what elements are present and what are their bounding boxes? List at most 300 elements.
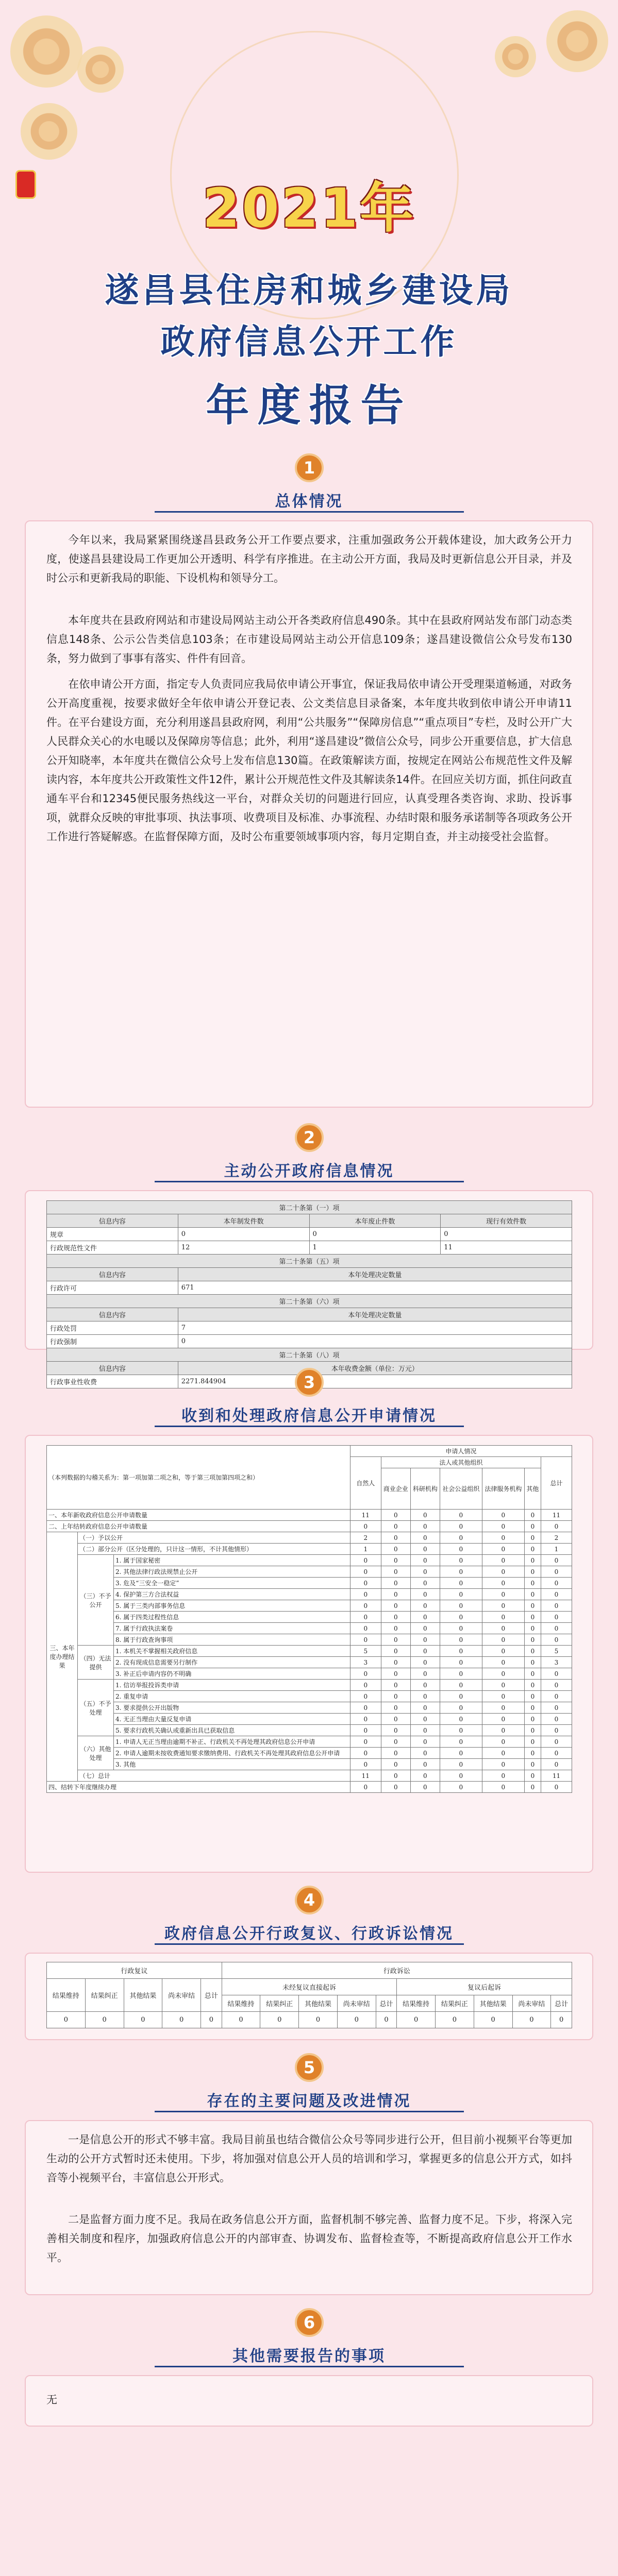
table-header-cell: 信息内容 xyxy=(47,1268,178,1281)
table-header-cell: 复议后起诉 xyxy=(397,1979,572,1995)
table-cell: 0 xyxy=(381,1634,410,1646)
table-cell: 0 xyxy=(410,1589,440,1600)
table-cell: 0 xyxy=(410,1657,440,1668)
table-cell: 0 xyxy=(524,1646,541,1657)
table-header-cell: 本年处理决定数量 xyxy=(178,1268,572,1281)
table-cell: 0 xyxy=(541,1736,572,1748)
table-cell: 0 xyxy=(201,2012,222,2028)
table-cell: 0 xyxy=(350,1714,381,1725)
table-cell: 行政处罚 xyxy=(47,1321,178,1335)
table-cell: 0 xyxy=(410,1691,440,1702)
table-cell: 0 xyxy=(524,1736,541,1748)
table-header-cell: 总计 xyxy=(376,1995,397,2012)
table-header-cell: 尚未审结 xyxy=(512,1995,551,2012)
table-cell: 0 xyxy=(410,1566,440,1578)
table-row xyxy=(47,1612,572,1623)
table-cell: 0 xyxy=(482,1555,524,1566)
table-cell: 0 xyxy=(440,1612,482,1623)
table-cell: 11 xyxy=(541,1770,572,1782)
table-cell: 0 xyxy=(350,1612,381,1623)
section-5-number: 5 xyxy=(295,2053,324,2082)
table-cell: 0 xyxy=(410,1714,440,1725)
active-disclosure-table xyxy=(46,1200,572,1388)
table-cell: 0 xyxy=(410,1668,440,1680)
table-cell: 1. 属于国家秘密 xyxy=(114,1555,350,1566)
table-cell: 行政许可 xyxy=(47,1281,178,1295)
table-cell: 0 xyxy=(524,1691,541,1702)
table-cell: 0 xyxy=(440,1634,482,1646)
table-cell: 671 xyxy=(178,1281,572,1295)
section-1-paragraph-3: 在依申请公开方面，指定专人负责同应我局依申请公开事宜，保证我局依申请公开受理渠道畅通，对政务公开高度重视，按要求做好全年依申请公开登记表、公文类信息目录备案，本年度共收到依申请公开申请11件。在平台建设方面，充分利用遂昌县政府网，利用“公共服务”“保障房信息”“重点项目”专栏，及时公开广大人民群众关心的水电暖以及保障房等信息；此外，利用“遂昌建设”微信公众号，同步公开重要信息，扩大信息公开知晓率，本年度共在微信公众号上发布信息130篇。在政策解读方面，按规定在网站公布规范性文件及解读内容，本年度共公开政策性文件12件，累计公开规范性文件及其解读条14件。在回应关切方面，抓住问政直通车平台和12345便民服务热线这一平台，对群众关切的问题进行回应，认真受理各类咨询、求助、投诉事项，就群众反映的审批事项、执法事项、收费项目及标准、办事流程、办结时限和服务承诺制等各项政务公开工作进行答疑解惑。在监督保障方面，及时公布重要领域事项内容，每月定期自查，并主动接受社会监督。 xyxy=(46,678,572,843)
table-cell: 0 xyxy=(524,1634,541,1646)
table-row xyxy=(47,1510,572,1521)
table-cell: 0 xyxy=(482,1532,524,1544)
table-cell: 0 xyxy=(381,1725,410,1736)
table-row xyxy=(47,1691,572,1702)
table-header-cell: 总计 xyxy=(551,1995,572,2012)
table-row xyxy=(47,1634,572,1646)
table-cell: 0 xyxy=(350,1668,381,1680)
table-cell: 12 xyxy=(178,1241,309,1255)
table-cell: 0 xyxy=(350,1759,381,1770)
table-cell: 0 xyxy=(482,1521,524,1532)
table-cell: 0 xyxy=(178,1335,572,1348)
table-cell: 行政事业性收费 xyxy=(47,1375,178,1388)
table-cell: 0 xyxy=(350,1566,381,1578)
table-cell: 1. 本机关不掌握相关政府信息 xyxy=(114,1646,350,1657)
header xyxy=(0,0,618,443)
table-cell: 2271.844904 xyxy=(178,1375,572,1388)
table-cell: 0 xyxy=(381,1736,410,1748)
table-header-cell: 其他 xyxy=(524,1468,541,1510)
table-cell: 0 xyxy=(410,1770,440,1782)
table-cell: 0 xyxy=(381,1510,410,1521)
table-row xyxy=(47,1702,572,1714)
table-cell: 0 xyxy=(381,1657,410,1668)
table-row xyxy=(47,1321,572,1335)
table-cell: 7 xyxy=(178,1321,572,1335)
table-cell: 0 xyxy=(376,2012,397,2028)
table-cell: 0 xyxy=(337,2012,376,2028)
table-row xyxy=(47,1241,572,1255)
table-header-cell: 本年制发件数 xyxy=(178,1214,309,1228)
table-cell: 0 xyxy=(410,1555,440,1566)
table-cell: 0 xyxy=(541,1748,572,1759)
table-cell: 0 xyxy=(381,1555,410,1566)
table-cell: 行政强制 xyxy=(47,1335,178,1348)
table-cell: 0 xyxy=(541,1555,572,1566)
table-cell: 11 xyxy=(541,1510,572,1521)
section-1-paragraph-1: 今年以来，我局紧紧围绕遂昌县政务公开工作要点要求，注重加强政务公开载体建设，加大政务公开力度，使遂昌县建设局工作更加公开透明、科学有序推进。在主动公开方面，我局及时更新信息公开目录，并及时公示和更新我局的职能、下设机构和领导分工。 xyxy=(46,534,572,584)
table-cell: 0 xyxy=(350,1702,381,1714)
table-header-cell: 科研机构 xyxy=(410,1468,440,1510)
table-cell: 0 xyxy=(440,1532,482,1544)
table-cell: 0 xyxy=(410,1521,440,1532)
table-cell: 3 xyxy=(350,1657,381,1668)
table-cell: 5. 要求行政机关确认或重新出具已获取信息 xyxy=(114,1725,350,1736)
table-cell: 2 xyxy=(350,1532,381,1544)
blossom-decoration xyxy=(21,103,77,160)
table-cell: 0 xyxy=(350,1634,381,1646)
table-cell: 0 xyxy=(350,1680,381,1691)
table-header-cell: 未经复议直接起诉 xyxy=(222,1979,397,1995)
table-cell: 0 xyxy=(524,1748,541,1759)
table-cell: 4. 保护第三方合法权益 xyxy=(114,1589,350,1600)
table-cell: 6. 属于四类过程性信息 xyxy=(114,1612,350,1623)
table-cell: 0 xyxy=(309,1228,441,1241)
table-cell: （七）总计 xyxy=(78,1770,350,1782)
table-cell: 0 xyxy=(524,1759,541,1770)
section-4-number: 4 xyxy=(295,1886,324,1914)
table-cell: 0 xyxy=(410,1646,440,1657)
table-cell: 0 xyxy=(541,1612,572,1623)
section-4-title: 政府信息公开行政复议、行政诉讼情况 xyxy=(164,1925,454,1943)
table-cell: 0 xyxy=(482,1782,524,1793)
section-6-number: 6 xyxy=(295,2308,324,2337)
table-row xyxy=(47,1657,572,1668)
table-cell: 0 xyxy=(482,1600,524,1612)
table-cell: 3. 补正后申请内容仍不明确 xyxy=(114,1668,350,1680)
table-cell: 0 xyxy=(440,1544,482,1555)
table-cell: 4. 无正当理由大量反复申请 xyxy=(114,1714,350,1725)
table-cell: 0 xyxy=(524,1623,541,1634)
table-row xyxy=(47,1748,572,1759)
table-cell: 0 xyxy=(541,1668,572,1680)
table-cell: 0 xyxy=(440,1725,482,1736)
table-cell: 0 xyxy=(410,1680,440,1691)
table-header-cell: 结果纠正 xyxy=(260,1995,299,2012)
table-cell: 三、本年度办理结果 xyxy=(47,1532,78,1782)
section-3-divider xyxy=(155,1426,464,1427)
table-cell: 0 xyxy=(440,1555,482,1566)
table-cell: 0 xyxy=(541,1578,572,1589)
blossom-decoration xyxy=(77,46,124,93)
table-cell: 0 xyxy=(381,1532,410,1544)
table-row xyxy=(47,2012,572,2028)
table-header-cell: 尚未审结 xyxy=(162,1979,201,2012)
table-cell: 1 xyxy=(350,1544,381,1555)
table-cell: 0 xyxy=(482,1578,524,1589)
application-table xyxy=(46,1445,572,1793)
table-cell: 0 xyxy=(482,1612,524,1623)
table-cell: 0 xyxy=(440,1748,482,1759)
table-cell: （五）不予处理 xyxy=(78,1680,114,1736)
table-cell: 0 xyxy=(482,1725,524,1736)
table-cell: 0 xyxy=(381,1612,410,1623)
table-cell: 0 xyxy=(524,1589,541,1600)
table-row xyxy=(47,1544,572,1555)
table-cell: 0 xyxy=(440,1646,482,1657)
table-cell: 3. 其他 xyxy=(114,1759,350,1770)
table-header-cell: 自然人 xyxy=(350,1457,381,1510)
table-row xyxy=(47,1578,572,1589)
table-cell: 0 xyxy=(381,1691,410,1702)
table-cell: 0 xyxy=(482,1702,524,1714)
table-cell: 0 xyxy=(381,1668,410,1680)
table-cell: 0 xyxy=(410,1612,440,1623)
table-header-cell: 商业企业 xyxy=(381,1468,410,1510)
table-cell: 0 xyxy=(441,1228,572,1241)
table-header-cell: 结果维持 xyxy=(397,1995,436,2012)
table-header-cell: 结果纠正 xyxy=(436,1995,474,2012)
table-row xyxy=(47,1623,572,1634)
table-cell: 0 xyxy=(440,1691,482,1702)
table-row xyxy=(47,1668,572,1680)
table-cell: 3. 危及“三安全一稳定” xyxy=(114,1578,350,1589)
table-cell: 0 xyxy=(440,1668,482,1680)
table-cell: 0 xyxy=(440,1521,482,1532)
table-cell: 0 xyxy=(381,1566,410,1578)
table-row xyxy=(47,1770,572,1782)
table-cell: 0 xyxy=(381,1748,410,1759)
table-cell: 0 xyxy=(410,1782,440,1793)
table-cell: 0 xyxy=(410,1702,440,1714)
table-cell: 0 xyxy=(381,1770,410,1782)
table-cell: 0 xyxy=(512,2012,551,2028)
table-cell: 0 xyxy=(440,1510,482,1521)
table-cell: 0 xyxy=(381,1544,410,1555)
table-cell: 0 xyxy=(350,1578,381,1589)
table-cell: 0 xyxy=(410,1510,440,1521)
table-cell: 0 xyxy=(482,1646,524,1657)
table-cell: 0 xyxy=(524,1555,541,1566)
table-row xyxy=(47,1335,572,1348)
table-cell: 0 xyxy=(381,1714,410,1725)
section-1-number: 1 xyxy=(295,453,324,482)
section-6-divider xyxy=(155,2366,464,2367)
table-row xyxy=(47,1680,572,1691)
table-section-header: 第二十条第（八）项 xyxy=(47,1348,572,1362)
section-1-divider xyxy=(155,511,464,513)
table-cell: 0 xyxy=(350,1725,381,1736)
table-row xyxy=(47,1589,572,1600)
table-cell: 0 xyxy=(381,1759,410,1770)
table-cell: 0 xyxy=(350,1623,381,1634)
section-2-title: 主动公开政府信息情况 xyxy=(224,1162,394,1180)
table-header-cell: 现行有效件数 xyxy=(441,1214,572,1228)
table-cell: 0 xyxy=(524,1532,541,1544)
table-header-cell: 信息内容 xyxy=(47,1308,178,1321)
table-cell: 0 xyxy=(541,1589,572,1600)
table-row xyxy=(47,1646,572,1657)
table-row xyxy=(47,1521,572,1532)
section-5-paragraph-1: 一是信息公开的形式不够丰富。我局目前虽也结合微信公众号等同步进行公开，但目前小视频平台等更加生动的公开方式暂时还未使用。下步，将加强对信息公开人员的培训和学习，掌握更多的信息公开方式，如抖音等小视频平台，丰富信息公开形式。 xyxy=(46,2133,572,2184)
table-cell: 7. 属于行政执法案卷 xyxy=(114,1623,350,1634)
table-cell: 0 xyxy=(541,1600,572,1612)
table-cell: 0 xyxy=(541,1759,572,1770)
table-cell: 0 xyxy=(524,1770,541,1782)
table-row xyxy=(47,1566,572,1578)
table-cell: 0 xyxy=(482,1634,524,1646)
table-row xyxy=(47,1782,572,1793)
table-cell: 0 xyxy=(541,1725,572,1736)
table-cell: 0 xyxy=(541,1634,572,1646)
table-cell: 0 xyxy=(524,1702,541,1714)
table-header-cell: 本年废止件数 xyxy=(309,1214,441,1228)
table-cell: 0 xyxy=(397,2012,436,2028)
table-cell: 0 xyxy=(482,1589,524,1600)
report-year: 2021年 xyxy=(202,177,416,240)
report-title-line3: 年度报告 xyxy=(206,380,412,431)
table-row xyxy=(47,1759,572,1770)
table-cell: 0 xyxy=(440,1680,482,1691)
table-cell: 0 xyxy=(299,2012,338,2028)
table-cell: 0 xyxy=(482,1668,524,1680)
table-cell: 规章 xyxy=(47,1228,178,1241)
table-cell: 0 xyxy=(440,1759,482,1770)
table-cell: 0 xyxy=(551,2012,572,2028)
table-cell: 0 xyxy=(440,1600,482,1612)
table-header-cell: 其他结果 xyxy=(124,1979,162,2012)
table-cell: 0 xyxy=(124,2012,162,2028)
table-cell: 0 xyxy=(440,1736,482,1748)
table-cell: 0 xyxy=(440,1782,482,1793)
table-cell: 0 xyxy=(350,1521,381,1532)
table-cell: 0 xyxy=(440,1714,482,1725)
table-header-cell: 结果维持 xyxy=(222,1995,260,2012)
table-cell: 5 xyxy=(541,1646,572,1657)
table-cell: 0 xyxy=(474,2012,512,2028)
table-cell: 0 xyxy=(85,2012,124,2028)
table-cell: 0 xyxy=(482,1623,524,1634)
table-header-cell: 尚未审结 xyxy=(337,1995,376,2012)
table-cell: 0 xyxy=(440,1702,482,1714)
section-5-paragraph-2: 二是监督方面力度不足。我局在政务信息公开方面，监督机制不够完善、监督力度不足。下步，将深入完善相关制度和程序，加强政府信息公开的内部审查、协调发布、监督检查等，不断提高政府信息公开工作水平。 xyxy=(46,2213,572,2264)
section-3-number: 3 xyxy=(295,1368,324,1397)
table-cell: （二）部分公开（区分处理的，只计这一情形，不计其他情形） xyxy=(78,1544,350,1555)
table-cell: 2. 申请人逾期未按收费通知要求缴纳费用、行政机关不再处理其政府信息公开申请 xyxy=(114,1748,350,1759)
table-cell: 0 xyxy=(381,1702,410,1714)
table-cell: 0 xyxy=(410,1532,440,1544)
table-cell: 0 xyxy=(410,1759,440,1770)
table-cell: 0 xyxy=(222,2012,260,2028)
table-cell: 0 xyxy=(524,1657,541,1668)
table-cell: 2 xyxy=(541,1532,572,1544)
table-header-cell: 申请人情况 xyxy=(350,1446,572,1457)
table-section-header: 第二十条第（一）项 xyxy=(47,1201,572,1214)
table-cell: 0 xyxy=(381,1521,410,1532)
table-cell: 0 xyxy=(440,1589,482,1600)
table-section-header: 第二十条第（五）项 xyxy=(47,1255,572,1268)
table-cell: 四、结转下年度继续办理 xyxy=(47,1782,350,1793)
table-cell: 0 xyxy=(541,1691,572,1702)
report-title-line1: 遂昌县住房和城乡建设局 xyxy=(105,270,513,310)
table-cell: 0 xyxy=(350,1691,381,1702)
table-cell: 0 xyxy=(410,1748,440,1759)
table-row xyxy=(47,1281,572,1295)
table-cell: 0 xyxy=(482,1657,524,1668)
table-cell: 0 xyxy=(381,1623,410,1634)
section-1-title: 总体情况 xyxy=(275,493,343,511)
table-header-cell: 结果维持 xyxy=(47,1979,86,2012)
table-cell: 11 xyxy=(441,1241,572,1255)
table-cell: 0 xyxy=(524,1782,541,1793)
section-6-title: 其他需要报告的事项 xyxy=(232,2347,386,2365)
table-row xyxy=(47,1600,572,1612)
table-cell: 0 xyxy=(381,1680,410,1691)
table-header-cell: 行政复议 xyxy=(47,1962,222,1979)
table-row xyxy=(47,1555,572,1566)
table-corner-note: （本列数据的勾稽关系为：第一项加第二项之和，等于第三项加第四项之和） xyxy=(47,1446,350,1510)
table-cell: 0 xyxy=(524,1600,541,1612)
table-cell: 0 xyxy=(410,1725,440,1736)
section-6-paragraph: 无 xyxy=(46,2394,57,2406)
table-cell: 3. 要求提供公开出版物 xyxy=(114,1702,350,1714)
table-row xyxy=(47,1532,572,1544)
table-cell: 0 xyxy=(482,1714,524,1725)
table-cell: （三）不予公开 xyxy=(78,1555,114,1646)
section-4-divider xyxy=(155,1943,464,1945)
table-cell: 0 xyxy=(482,1510,524,1521)
table-row xyxy=(47,1714,572,1725)
table-cell: 0 xyxy=(524,1725,541,1736)
report-title-line2: 政府信息公开工作 xyxy=(160,322,458,362)
table-cell: 0 xyxy=(482,1759,524,1770)
table-row xyxy=(47,1736,572,1748)
table-header-cell: 法律服务机构 xyxy=(482,1468,524,1510)
table-cell: 0 xyxy=(410,1623,440,1634)
table-cell: 0 xyxy=(541,1782,572,1793)
table-header-cell: 总计 xyxy=(201,1979,222,2012)
table-header-cell: 总计 xyxy=(541,1457,572,1510)
table-cell: 0 xyxy=(410,1578,440,1589)
table-header-cell: 社会公益组织 xyxy=(440,1468,482,1510)
table-cell: 0 xyxy=(524,1714,541,1725)
table-header-cell: 行政诉讼 xyxy=(222,1962,572,1979)
table-cell: 0 xyxy=(482,1736,524,1748)
table-cell: 行政规范性文件 xyxy=(47,1241,178,1255)
table-cell: 2. 重复申请 xyxy=(114,1691,350,1702)
section-1-paragraph-2: 本年度共在县政府网站和市建设局网站主动公开各类政府信息490条。其中在县政府网站发布部门动态类信息148条、公示公告类信息103条；在市建设局网站主动公开信息109条；遂昌建设微信公众号发布130条，努力做到了事事有落实、件件有回音。 xyxy=(46,614,572,665)
table-cell: 0 xyxy=(524,1668,541,1680)
table-cell: 0 xyxy=(541,1680,572,1691)
table-row xyxy=(47,1228,572,1241)
table-header-cell: 结果纠正 xyxy=(85,1979,124,2012)
section-5-title: 存在的主要问题及改进情况 xyxy=(207,2092,411,2110)
table-cell: 0 xyxy=(381,1600,410,1612)
table-header-cell: 信息内容 xyxy=(47,1362,178,1375)
table-cell: 1 xyxy=(541,1544,572,1555)
table-cell: 0 xyxy=(524,1680,541,1691)
table-cell: 1. 信访举报投诉类申请 xyxy=(114,1680,350,1691)
table-cell: 0 xyxy=(524,1566,541,1578)
table-cell: 0 xyxy=(482,1544,524,1555)
table-cell: （六）其他处理 xyxy=(78,1736,114,1770)
table-cell: 0 xyxy=(524,1544,541,1555)
table-cell: 0 xyxy=(482,1680,524,1691)
table-cell: 11 xyxy=(350,1510,381,1521)
section-2-divider xyxy=(155,1181,464,1182)
table-cell: 一、本年新收政府信息公开申请数量 xyxy=(47,1510,350,1521)
table-cell: 0 xyxy=(47,2012,86,2028)
table-cell: （一）予以公开 xyxy=(78,1532,350,1544)
table-cell: 2. 没有现成信息需要另行制作 xyxy=(114,1657,350,1668)
table-cell: 0 xyxy=(410,1634,440,1646)
table-cell: 0 xyxy=(482,1566,524,1578)
table-cell: 0 xyxy=(436,2012,474,2028)
table-cell: 0 xyxy=(381,1646,410,1657)
table-cell: 0 xyxy=(410,1600,440,1612)
table-cell: 8. 属于行政查询事项 xyxy=(114,1634,350,1646)
table-cell: 0 xyxy=(381,1782,410,1793)
table-cell: 0 xyxy=(541,1714,572,1725)
table-cell: 2. 其他法律行政法规禁止公开 xyxy=(114,1566,350,1578)
table-cell: 0 xyxy=(350,1555,381,1566)
blossom-decoration xyxy=(546,10,608,72)
table-cell: 0 xyxy=(440,1566,482,1578)
table-cell: 5 xyxy=(350,1646,381,1657)
table-cell: 0 xyxy=(350,1748,381,1759)
